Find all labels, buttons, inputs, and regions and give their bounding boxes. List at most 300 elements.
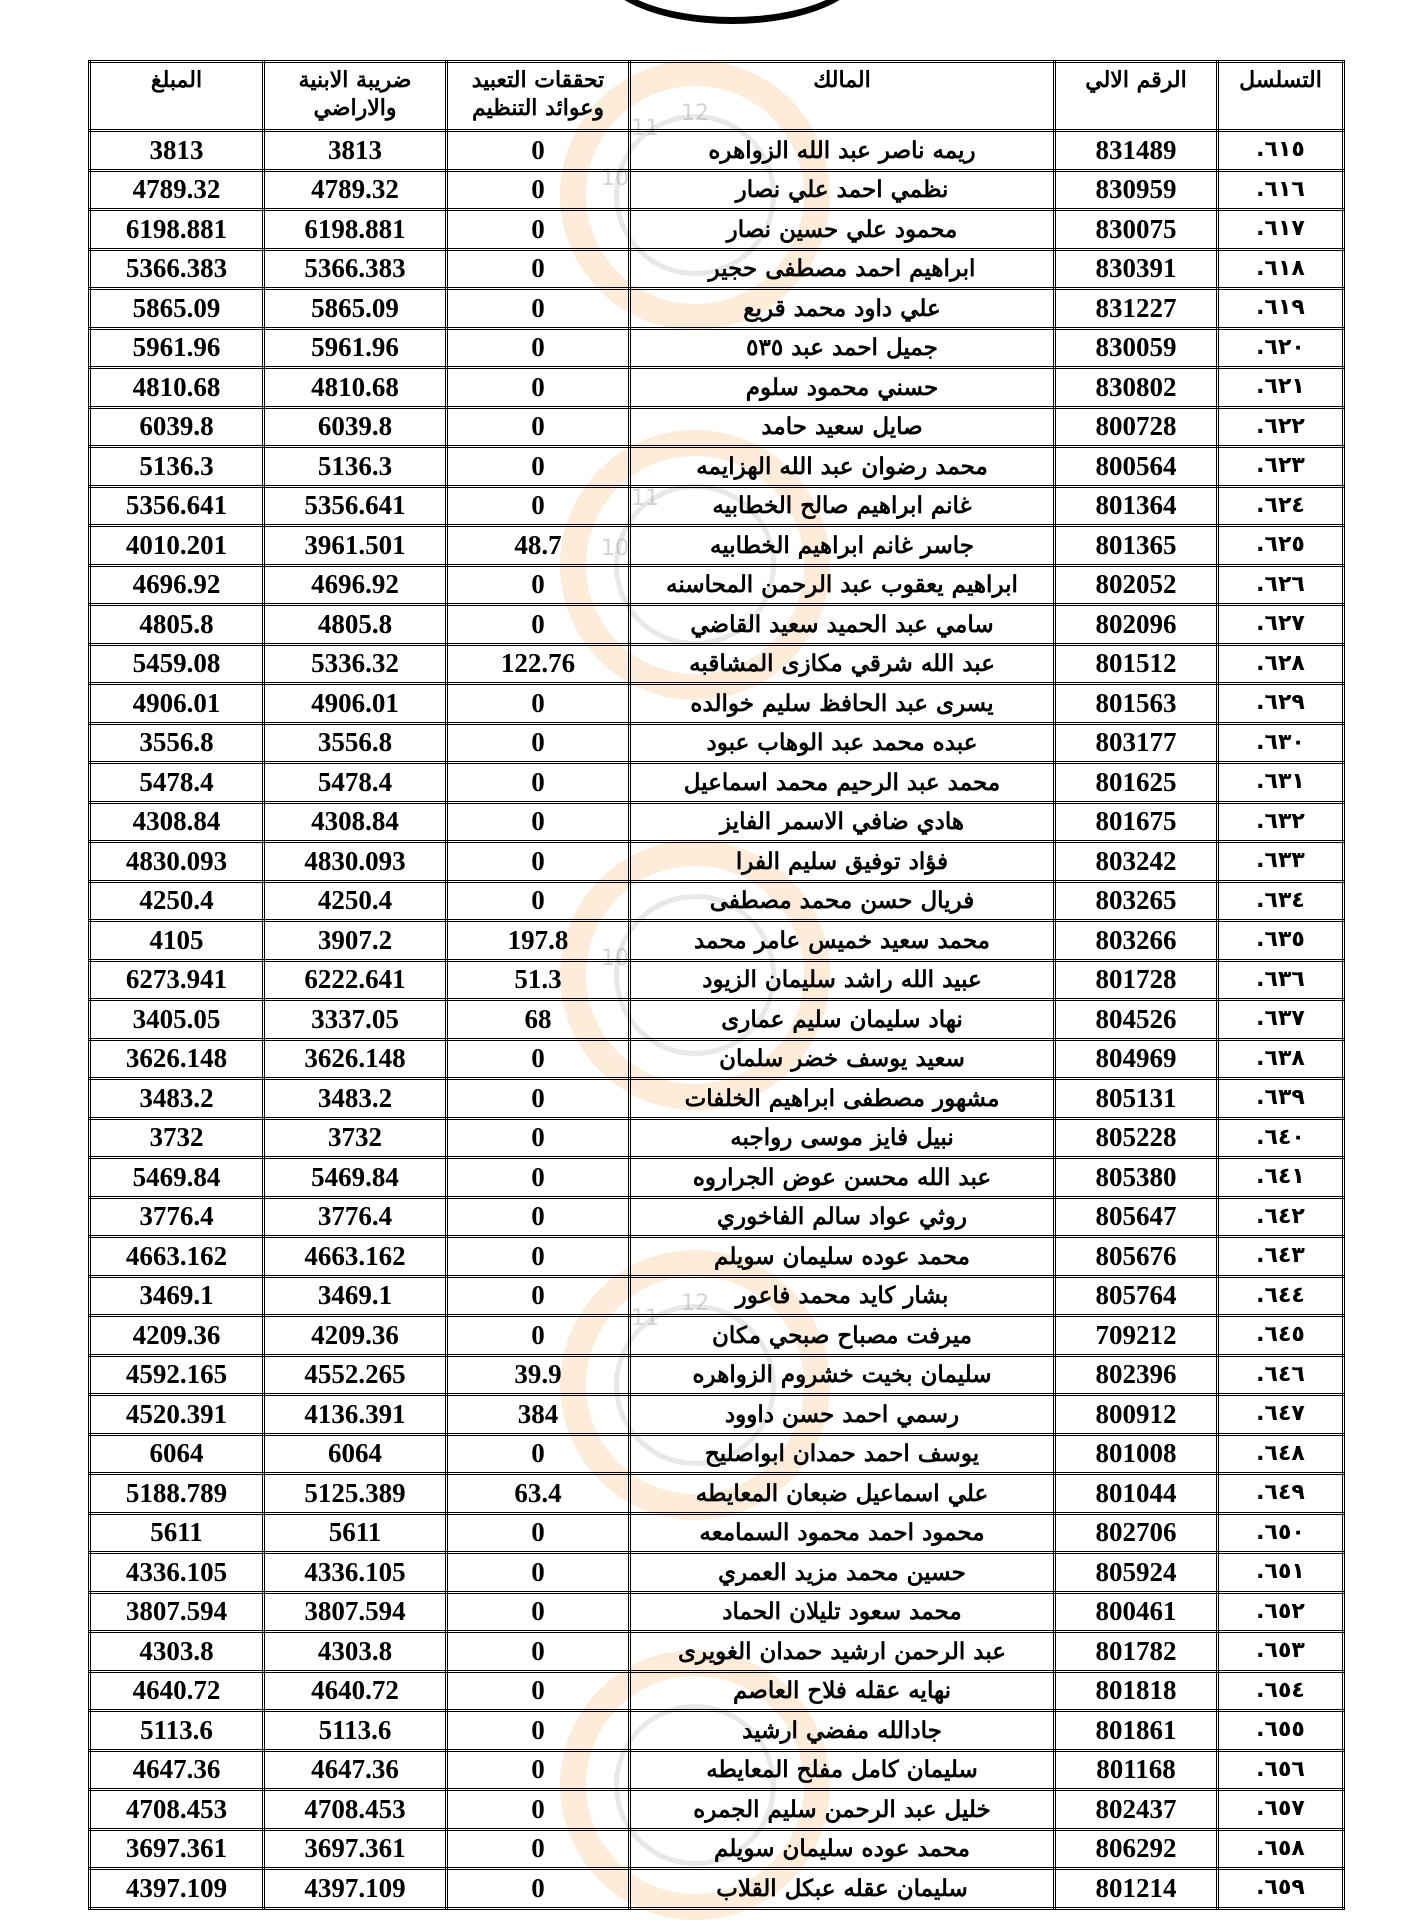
paving-fees-cell: 0 [447,1434,630,1474]
paving-fees-cell: 0 [447,1118,630,1158]
auto-number-cell: 802096 [1055,605,1218,645]
paving-fees-cell: 0 [447,328,630,368]
building-tax-cell: 4647.36 [264,1750,447,1790]
seq-cell: ٦٢٦. [1218,565,1344,605]
table-row [90,1513,1344,1553]
seq-cell: ٦٥٠. [1218,1513,1344,1553]
amount-cell: 4592.165 [90,1355,264,1395]
seq-cell: ٦٥٥. [1218,1711,1344,1751]
amount-cell: 3556.8 [90,723,264,763]
clock-watermark-icon: 12 11 [560,1250,830,1520]
building-tax-cell: 6222.641 [264,960,447,1000]
building-tax-cell: 3813 [264,131,447,171]
owner-cell: فؤاد توفيق سليم الفرا [630,842,1055,882]
auto-number-cell: 806292 [1055,1829,1218,1869]
owner-cell: يوسف احمد حمدان ابواصليح [630,1434,1055,1474]
amount-cell: 4810.68 [90,368,264,408]
table-row [90,1039,1344,1079]
amount-cell: 3807.594 [90,1592,264,1632]
table-row [90,802,1344,842]
auto-number-cell: 801512 [1055,644,1218,684]
seq-cell: ٦٢١. [1218,368,1344,408]
seq-cell: ٦١٧. [1218,210,1344,250]
auto-number-cell: 801625 [1055,763,1218,803]
paving-fees-cell: 0 [447,1276,630,1316]
paving-fees-cell: 0 [447,289,630,329]
amount-cell: 4250.4 [90,881,264,921]
table-row [90,1869,1344,1909]
amount-cell: 6273.941 [90,960,264,1000]
owner-cell: محمود علي حسين نصار [630,210,1055,250]
amount-cell: 4397.109 [90,1869,264,1909]
amount-cell: 5356.641 [90,486,264,526]
building-tax-cell: 5469.84 [264,1158,447,1198]
building-tax-cell: 4640.72 [264,1671,447,1711]
auto-number-cell: 805131 [1055,1079,1218,1119]
paving-fees-cell: 0 [447,881,630,921]
amount-cell: 4303.8 [90,1632,264,1672]
owner-cell: محمد سعود تليلان الحماد [630,1592,1055,1632]
owner-cell: حسني محمود سلوم [630,368,1055,408]
auto-number-cell: 805676 [1055,1237,1218,1277]
auto-number-cell: 804969 [1055,1039,1218,1079]
owner-cell: ريمه ناصر عبد الله الزواهره [630,131,1055,171]
amount-cell: 5478.4 [90,763,264,803]
amount-cell: 5459.08 [90,644,264,684]
auto-number-cell: 802052 [1055,565,1218,605]
owner-cell: فريال حسن محمد مصطفى [630,881,1055,921]
auto-number-cell: 805647 [1055,1197,1218,1237]
table-row [90,763,1344,803]
seq-cell: ٦٥٢. [1218,1592,1344,1632]
header-amount: المبلغ [90,62,264,131]
paving-fees-cell: 0 [447,1671,630,1711]
clock-watermark-icon: 12 11 10 [560,60,830,330]
owner-cell: سليمان عقله عبكل القلاب [630,1869,1055,1909]
building-tax-cell: 3732 [264,1118,447,1158]
table-row [90,684,1344,724]
owner-cell: محمد عبد الرحيم محمد اسماعيل [630,763,1055,803]
building-tax-cell: 4810.68 [264,368,447,408]
seq-cell: ٦٤٥. [1218,1316,1344,1356]
paving-fees-cell: 0 [447,407,630,447]
seq-cell: ٦٣٨. [1218,1039,1344,1079]
building-tax-cell: 3626.148 [264,1039,447,1079]
table-row [90,881,1344,921]
owner-cell: عبد الله محسن عوض الجراروه [630,1158,1055,1198]
clock-watermark-icon: 10 [560,840,830,1110]
paving-fees-cell: 122.76 [447,644,630,684]
table-row [90,1316,1344,1356]
building-tax-cell: 4708.453 [264,1790,447,1830]
seq-cell: ٦٤٨. [1218,1434,1344,1474]
paving-fees-cell: 0 [447,1790,630,1830]
auto-number-cell: 709212 [1055,1316,1218,1356]
amount-cell: 3776.4 [90,1197,264,1237]
building-tax-cell: 5865.09 [264,289,447,329]
table-row [90,1671,1344,1711]
owner-cell: سليمان كامل مفلح المعايطه [630,1750,1055,1790]
table-row [90,1395,1344,1435]
auto-number-cell: 801214 [1055,1869,1218,1909]
table-row [90,1711,1344,1751]
paving-fees-cell: 0 [447,1316,630,1356]
seq-cell: ٦٢٤. [1218,486,1344,526]
amount-cell: 3626.148 [90,1039,264,1079]
paving-fees-cell: 48.7 [447,526,630,566]
paving-fees-cell: 0 [447,368,630,408]
seq-cell: ٦١٨. [1218,249,1344,289]
paving-fees-cell: 0 [447,1237,630,1277]
paving-fees-cell: 0 [447,723,630,763]
table-row [90,1158,1344,1198]
seq-cell: ٦٢٥. [1218,526,1344,566]
table-header-row [90,62,1344,131]
clock-watermark-icon: 11 10 [560,430,830,700]
amount-cell: 6039.8 [90,407,264,447]
header-owner: المالك [630,62,1055,131]
auto-number-cell: 830391 [1055,249,1218,289]
amount-cell: 5611 [90,1513,264,1553]
owner-cell: نهاد سليمان سليم عمارى [630,1000,1055,1040]
auto-number-cell: 803177 [1055,723,1218,763]
building-tax-cell: 3337.05 [264,1000,447,1040]
building-tax-cell: 4830.093 [264,842,447,882]
seq-cell: ٦٢٢. [1218,407,1344,447]
building-tax-cell: 5366.383 [264,249,447,289]
paving-fees-cell: 0 [447,763,630,803]
owner-cell: نبيل فايز موسى رواجبه [630,1118,1055,1158]
building-tax-cell: 4336.105 [264,1553,447,1593]
seq-cell: ٦٣٠. [1218,723,1344,763]
owner-cell: بشار كايد محمد فاعور [630,1276,1055,1316]
building-tax-cell: 4663.162 [264,1237,447,1277]
table-row [90,407,1344,447]
table-row [90,1553,1344,1593]
seq-cell: ٦١٦. [1218,170,1344,210]
building-tax-cell: 4552.265 [264,1355,447,1395]
auto-number-cell: 800564 [1055,447,1218,487]
tax-table-container [88,60,1342,1910]
owner-cell: هادي ضافي الاسمر الفايز [630,802,1055,842]
table-row [90,842,1344,882]
seq-cell: ٦٤٤. [1218,1276,1344,1316]
auto-number-cell: 801044 [1055,1474,1218,1514]
amount-cell: 4308.84 [90,802,264,842]
auto-number-cell: 803242 [1055,842,1218,882]
auto-number-cell: 802706 [1055,1513,1218,1553]
building-tax-cell: 4136.391 [264,1395,447,1435]
amount-cell: 5469.84 [90,1158,264,1198]
table-row [90,1118,1344,1158]
building-tax-cell: 5336.32 [264,644,447,684]
owner-cell: خليل عبد الرحمن سليم الجمره [630,1790,1055,1830]
seq-cell: ٦٢٣. [1218,447,1344,487]
amount-cell: 5188.789 [90,1474,264,1514]
building-tax-cell: 3469.1 [264,1276,447,1316]
paving-fees-cell: 0 [447,565,630,605]
paving-fees-cell: 63.4 [447,1474,630,1514]
owner-cell: يسرى عبد الحافظ سليم خوالده [630,684,1055,724]
auto-number-cell: 831489 [1055,131,1218,171]
table-row [90,723,1344,763]
seq-cell: ٦٥٤. [1218,1671,1344,1711]
seq-cell: ٦٢٩. [1218,684,1344,724]
owner-cell: ميرفت مصباح صبحي مكان [630,1316,1055,1356]
owner-cell: عبيد الله راشد سليمان الزيود [630,960,1055,1000]
auto-number-cell: 802437 [1055,1790,1218,1830]
paving-fees-cell: 0 [447,486,630,526]
seq-cell: ٦٣٥. [1218,921,1344,961]
table-row [90,644,1344,684]
seq-cell: ٦٥٦. [1218,1750,1344,1790]
owner-cell: محمد سعيد خميس عامر محمد [630,921,1055,961]
auto-number-cell: 801365 [1055,526,1218,566]
seq-cell: ٦١٩. [1218,289,1344,329]
owner-cell: محمد عوده سليمان سويلم [630,1237,1055,1277]
owner-cell: روثي عواد سالم الفاخوري [630,1197,1055,1237]
amount-cell: 4105 [90,921,264,961]
seq-cell: ٦٤٩. [1218,1474,1344,1514]
amount-cell: 3405.05 [90,1000,264,1040]
seq-cell: ٦٣٩. [1218,1079,1344,1119]
amount-cell: 4010.201 [90,526,264,566]
auto-number-cell: 801675 [1055,802,1218,842]
building-tax-cell: 3961.501 [264,526,447,566]
auto-number-cell: 801782 [1055,1632,1218,1672]
table-row [90,249,1344,289]
building-tax-cell: 4209.36 [264,1316,447,1356]
table-row [90,1592,1344,1632]
auto-number-cell: 800728 [1055,407,1218,447]
paving-fees-cell: 0 [447,802,630,842]
table-row [90,1000,1344,1040]
owner-cell: سليمان بخيت خشروم الزواهره [630,1355,1055,1395]
paving-fees-cell: 0 [447,170,630,210]
table-row [90,131,1344,171]
amount-cell: 4336.105 [90,1553,264,1593]
table-row [90,170,1344,210]
auto-number-cell: 804526 [1055,1000,1218,1040]
amount-cell: 4805.8 [90,605,264,645]
auto-number-cell: 800461 [1055,1592,1218,1632]
seq-cell: ٦٢٠. [1218,328,1344,368]
auto-number-cell: 801818 [1055,1671,1218,1711]
seq-cell: ٦٤٢. [1218,1197,1344,1237]
seq-cell: ٦٥٩. [1218,1869,1344,1909]
table-row [90,605,1344,645]
owner-cell: جاسر غانم ابراهيم الخطابيه [630,526,1055,566]
seq-cell: ٦٤٦. [1218,1355,1344,1395]
auto-number-cell: 802396 [1055,1355,1218,1395]
seq-cell: ٦٥٧. [1218,1790,1344,1830]
paving-fees-cell: 0 [447,605,630,645]
amount-cell: 3469.1 [90,1276,264,1316]
owner-cell: نظمي احمد علي نصار [630,170,1055,210]
paving-fees-cell: 0 [447,1197,630,1237]
amount-cell: 4520.391 [90,1395,264,1435]
amount-cell: 5961.96 [90,328,264,368]
paving-fees-cell: 0 [447,1869,630,1909]
paving-fees-cell: 0 [447,1632,630,1672]
auto-number-cell: 803265 [1055,881,1218,921]
auto-number-cell: 805764 [1055,1276,1218,1316]
paving-fees-cell: 197.8 [447,921,630,961]
owner-cell: صايل سعيد حامد [630,407,1055,447]
owner-cell: رسمي احمد حسن داوود [630,1395,1055,1435]
paving-fees-cell: 384 [447,1395,630,1435]
amount-cell: 5366.383 [90,249,264,289]
table-row [90,1632,1344,1672]
auto-number-cell: 830075 [1055,210,1218,250]
paving-fees-cell: 0 [447,1039,630,1079]
amount-cell: 3813 [90,131,264,171]
table-row [90,1474,1344,1514]
table-row [90,565,1344,605]
amount-cell: 4663.162 [90,1237,264,1277]
auto-number-cell: 805924 [1055,1553,1218,1593]
table-row [90,289,1344,329]
paving-fees-cell: 0 [447,842,630,882]
building-tax-cell: 5611 [264,1513,447,1553]
paving-fees-cell: 0 [447,1079,630,1119]
owner-cell: ابراهيم احمد مصطفى حجير [630,249,1055,289]
building-tax-cell: 5356.641 [264,486,447,526]
owner-cell: محمد عوده سليمان سويلم [630,1829,1055,1869]
paving-fees-cell: 0 [447,249,630,289]
table-row [90,1197,1344,1237]
amount-cell: 5113.6 [90,1711,264,1751]
auto-number-cell: 805380 [1055,1158,1218,1198]
amount-cell: 5136.3 [90,447,264,487]
seq-cell: ٦٣١. [1218,763,1344,803]
auto-number-cell: 801168 [1055,1750,1218,1790]
building-tax-cell: 3483.2 [264,1079,447,1119]
amount-cell: 3732 [90,1118,264,1158]
auto-number-cell: 830959 [1055,170,1218,210]
owner-cell: محمد رضوان عبد الله الهزايمه [630,447,1055,487]
building-tax-cell: 4789.32 [264,170,447,210]
building-tax-cell: 3907.2 [264,921,447,961]
table-row [90,1276,1344,1316]
amount-cell: 4209.36 [90,1316,264,1356]
table-row [90,1355,1344,1395]
owner-cell: سعيد يوسف خضر سلمان [630,1039,1055,1079]
paving-fees-cell: 0 [447,1158,630,1198]
paving-fees-cell: 0 [447,1711,630,1751]
building-tax-cell: 4250.4 [264,881,447,921]
auto-number-cell: 800912 [1055,1395,1218,1435]
table-row [90,1237,1344,1277]
paving-fees-cell: 0 [447,131,630,171]
table-row [90,1829,1344,1869]
building-tax-cell: 5961.96 [264,328,447,368]
paving-fees-cell: 68 [447,1000,630,1040]
auto-number-cell: 801563 [1055,684,1218,724]
building-tax-cell: 6198.881 [264,210,447,250]
amount-cell: 6064 [90,1434,264,1474]
auto-number-cell: 803266 [1055,921,1218,961]
paving-fees-cell: 0 [447,447,630,487]
owner-cell: سامي عبد الحميد سعيد القاضي [630,605,1055,645]
auto-number-cell: 801728 [1055,960,1218,1000]
building-tax-cell: 5478.4 [264,763,447,803]
paving-fees-cell: 0 [447,1829,630,1869]
building-tax-cell: 5113.6 [264,1711,447,1751]
seq-cell: ٦٣٤. [1218,881,1344,921]
auto-number-cell: 805228 [1055,1118,1218,1158]
header-seq: التسلسل [1218,62,1344,131]
amount-cell: 3697.361 [90,1829,264,1869]
seq-cell: ٦١٥. [1218,131,1344,171]
building-tax-cell: 3776.4 [264,1197,447,1237]
auto-number-cell: 831227 [1055,289,1218,329]
paving-fees-cell: 0 [447,1513,630,1553]
building-tax-cell: 5136.3 [264,447,447,487]
paving-fees-cell: 51.3 [447,960,630,1000]
seq-cell: ٦٣٣. [1218,842,1344,882]
auto-number-cell: 830802 [1055,368,1218,408]
header-paving-fees: تحققات التعبيد وعوائد التنظيم [447,62,630,131]
building-tax-cell: 4805.8 [264,605,447,645]
table-row [90,526,1344,566]
seq-cell: ٦٢٨. [1218,644,1344,684]
amount-cell: 3483.2 [90,1079,264,1119]
auto-number-cell: 830059 [1055,328,1218,368]
paving-fees-cell: 39.9 [447,1355,630,1395]
owner-cell: علي اسماعيل ضبعان المعايطه [630,1474,1055,1514]
seq-cell: ٦٣٦. [1218,960,1344,1000]
amount-cell: 4830.093 [90,842,264,882]
table-row [90,486,1344,526]
amount-cell: 4906.01 [90,684,264,724]
amount-cell: 4696.92 [90,565,264,605]
seq-cell: ٦٤٧. [1218,1395,1344,1435]
seq-cell: ٦٥١. [1218,1553,1344,1593]
paving-fees-cell: 0 [447,684,630,724]
table-row [90,960,1344,1000]
owner-cell: عبده محمد عبد الوهاب عبود [630,723,1055,763]
paving-fees-cell: 0 [447,210,630,250]
building-tax-cell: 5125.389 [264,1474,447,1514]
amount-cell: 4640.72 [90,1671,264,1711]
owner-cell: ابراهيم يعقوب عبد الرحمن المحاسنه [630,565,1055,605]
table-row [90,210,1344,250]
top-arc-decoration [600,0,864,24]
amount-cell: 4789.32 [90,170,264,210]
amount-cell: 4708.453 [90,1790,264,1830]
building-tax-cell: 3807.594 [264,1592,447,1632]
amount-cell: 6198.881 [90,210,264,250]
table-row [90,1790,1344,1830]
seq-cell: ٦٤٣. [1218,1237,1344,1277]
amount-cell: 4647.36 [90,1750,264,1790]
owner-cell: عبد الرحمن ارشيد حمدان الغويرى [630,1632,1055,1672]
table-row [90,328,1344,368]
paving-fees-cell: 0 [447,1553,630,1593]
seq-cell: ٦٤١. [1218,1158,1344,1198]
owner-cell: عبد الله شرقي مكازى المشاقبه [630,644,1055,684]
owner-cell: حسين محمد مزيد العمري [630,1553,1055,1593]
building-tax-cell: 4906.01 [264,684,447,724]
auto-number-cell: 801008 [1055,1434,1218,1474]
building-tax-cell: 6039.8 [264,407,447,447]
seq-cell: ٦٢٧. [1218,605,1344,645]
header-building-tax: ضريبة الابنية والاراضي [264,62,447,131]
auto-number-cell: 801364 [1055,486,1218,526]
table-row [90,921,1344,961]
building-tax-cell: 4397.109 [264,1869,447,1909]
